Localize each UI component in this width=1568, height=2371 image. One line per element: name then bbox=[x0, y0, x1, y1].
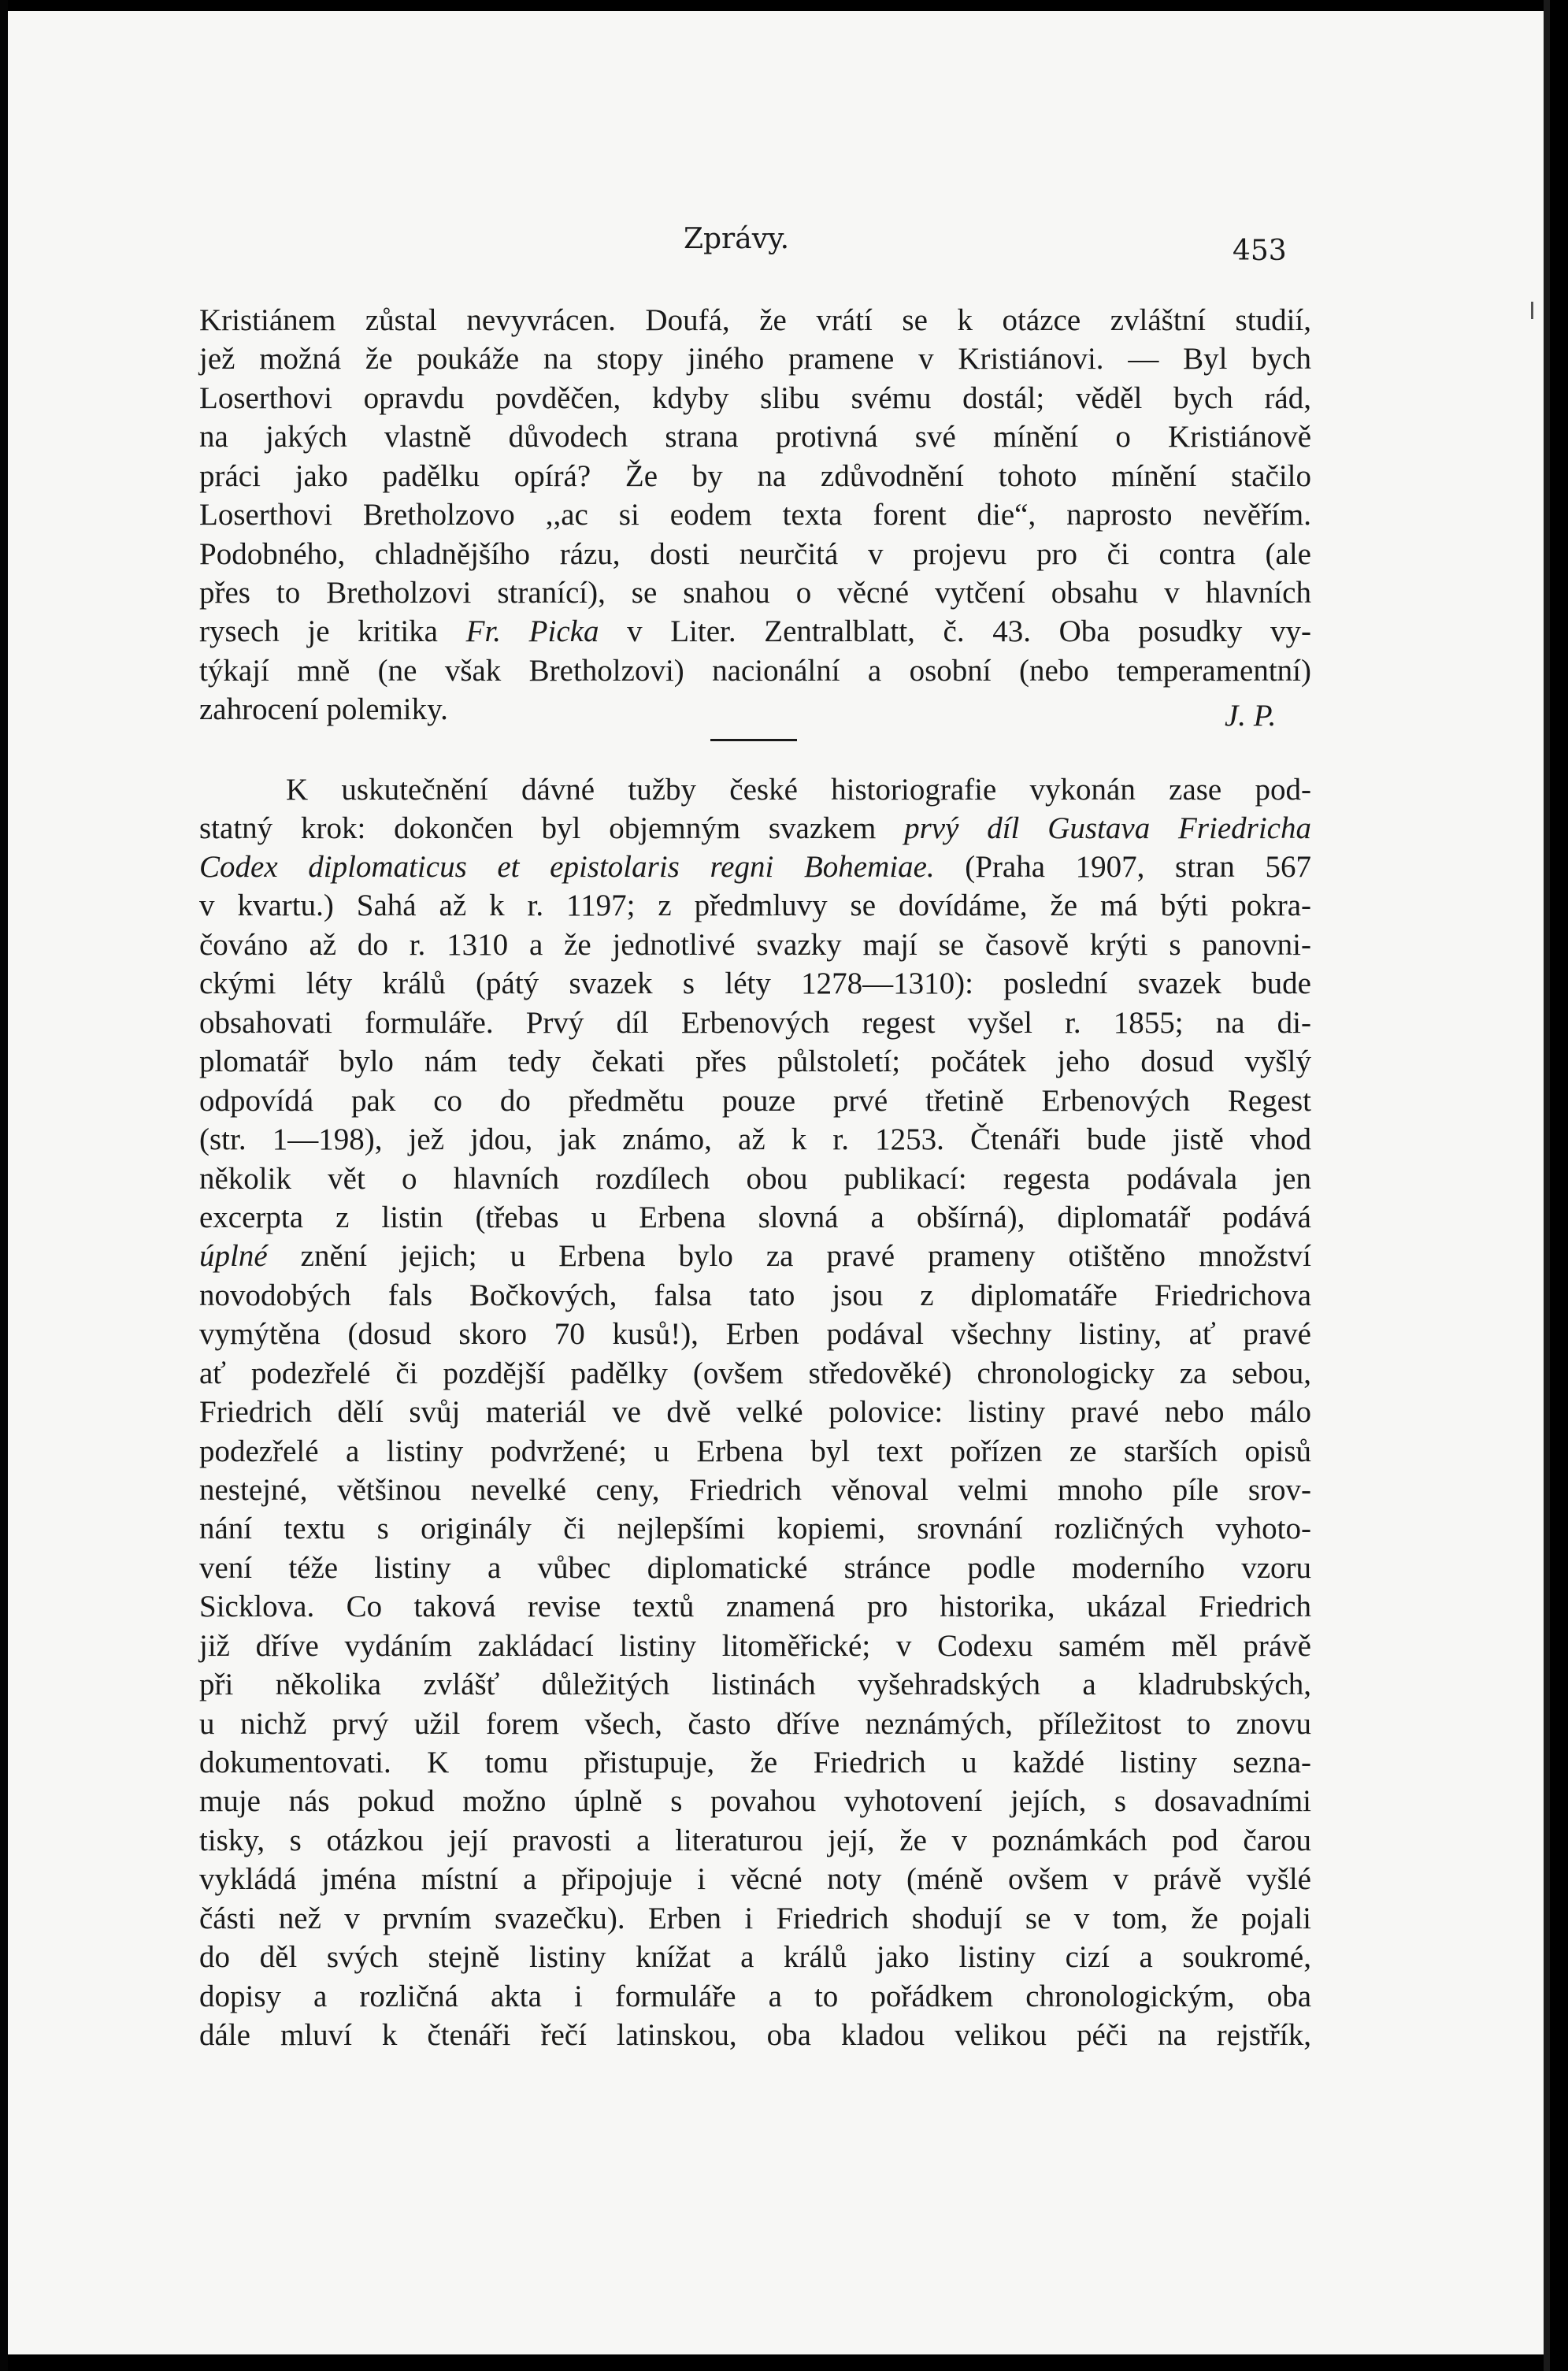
p2-line-24: při několika zvlášť důležitých listinách vyšehradských a kladrubských, bbox=[199, 1668, 1311, 1701]
p2-line-13-after: znění jejich; u Erbena bylo za pravé prameny otištěno množství bbox=[267, 1239, 1311, 1273]
p2-line-10: (str. 1—198), jež jdou, jak známo, až k r. 1253. Čtenáři bude jistě vhod bbox=[199, 1122, 1311, 1156]
p1-line-3: Loserthovi opravdu povděčen, kdyby slibu svému dostál; věděl bych rád, bbox=[199, 381, 1311, 415]
p2-line-18: podezřelé a listiny podvržené; u Erbena byl text pořízen ze starších opisů bbox=[199, 1434, 1311, 1468]
p2-line-7: obsahovati formuláře. Prvý díl Erbenových regest vyšel r. 1855; na di- bbox=[199, 1006, 1311, 1040]
p1-line-4: na jakých vlastně důvodech strana protivná své mínění o Kristiánově bbox=[199, 420, 1311, 454]
p2-line-19: nestejné, většinou nevelké ceny, Friedrich věnoval velmi mnoho píle srov- bbox=[199, 1473, 1311, 1507]
p2-line-26: dokumentovati. K tomu přistupuje, že Friedrich u každé listiny sezna- bbox=[199, 1746, 1311, 1779]
p1-line-8: přes to Bretholzovi stranící), se snahou o věcné vytčení obsahu v hlavních bbox=[199, 576, 1311, 610]
section-separator-rule bbox=[710, 739, 797, 741]
p2-line-6: ckými léty králů (pátý svazek s léty 1278—1310): poslední svazek bude bbox=[199, 967, 1311, 1000]
scan-left-border bbox=[0, 0, 8, 2371]
running-header-title: Zprávy. bbox=[684, 223, 790, 255]
p2-line-11: několik vět o hlavních rozdílech obou publikací: regesta podávala jen bbox=[199, 1162, 1311, 1196]
p2-line-20: nání textu s originály či nejlepšími kopiemi, srovnání rozličných vyhoto- bbox=[199, 1512, 1311, 1545]
p2-line-31: do děl svých stejně listiny knížat a králů jako listiny cizí a soukromé, bbox=[199, 1940, 1311, 1974]
p2-line-32: dopisy a rozličná akta i formuláře a to pořádkem chronologickým, oba bbox=[199, 1980, 1311, 2013]
p2-line-22: Sicklova. Co taková revise textů znamená pro historika, ukázal Friedrich bbox=[199, 1590, 1311, 1623]
p2-line-13 bbox=[199, 1237, 1311, 1275]
page-right-edge bbox=[1544, 0, 1550, 2371]
p2-line-3-after: (Praha 1907, stran 567 bbox=[934, 850, 1311, 884]
p2-line-3 bbox=[199, 848, 1311, 886]
p2-line-23: již dříve vydáním zakládací listiny litoměřické; v Codexu samém měl právě bbox=[199, 1629, 1311, 1663]
p2-line-8: plomatář bylo nám tedy čekati přes půlstoletí; počátek jeho dosud vyšlý bbox=[199, 1045, 1311, 1078]
p2-line-12: excerpta z listin (třebas u Erbena slovná a obšírná), diplomatář podává bbox=[199, 1200, 1311, 1234]
p2-line-29: vykládá jména místní a připojuje i věcné noty (méně ovšem v právě vyšlé bbox=[199, 1862, 1311, 1896]
p2-line-4: v kvartu.) Sahá až k r. 1197; z předmluvy se dovídáme, že má býti pokra- bbox=[199, 889, 1311, 922]
p2-line-17: Friedrich dělí svůj materiál ve dvě velké polovice: listiny pravé nebo málo bbox=[199, 1395, 1311, 1429]
p1-line-7: Podobného, chladnějšího rázu, dosti neurčitá v projevu pro či contra (ale bbox=[199, 537, 1311, 571]
p2-line-2-before: statný krok: dokončen byl objemným svazkem bbox=[199, 811, 905, 845]
scan-speck bbox=[1531, 302, 1533, 319]
p1-line-6: Loserthovi Bretholzovo ,,ac si eodem texta forent die“, naprosto nevěřím. bbox=[199, 498, 1311, 532]
p2-line-27: muje nás pokud možno úplně s povahou vyhotovení jejích, s dosavadními bbox=[199, 1784, 1311, 1818]
p2-line-25: u nichž prvý užil forem všech, často dříve neznámých, příležitost to znovu bbox=[199, 1707, 1311, 1741]
p2-line-15: vymýtěna (dosud skoro 70 kusů!), Erben podával všechny listiny, ať pravé bbox=[199, 1317, 1311, 1351]
p1-line-10: týkají mně (ne však Bretholzovi) nacionální a osobní (nebo temperamentní) bbox=[199, 654, 1311, 688]
p1-line-2: jež možná že poukáže na stopy jiného pramene v Kristiánovi. — Byl bych bbox=[199, 342, 1311, 376]
book-title-part-2: Codex diplomaticus et epistolaris regni Bohemiae. bbox=[199, 850, 935, 884]
p2-line-5: čováno až do r. 1310 a že jednotlivé svazky mají se časově krýti s panovni- bbox=[199, 928, 1311, 962]
p1-line-1: Kristiánem zůstal nevyvrácen. Doufá, že vrátí se k otázce zvláštní studií, bbox=[199, 303, 1311, 337]
p2-line-16: ať podezřelé či pozdější padělky (ovšem středověké) chronologicky za sebou, bbox=[199, 1356, 1311, 1390]
p1-line-11: zahrocení polemiky. bbox=[199, 692, 448, 726]
p2-line-28: tisky, s otázkou její pravosti a literaturou její, že v poznámkách pod čarou bbox=[199, 1824, 1311, 1857]
emphasis-uplne: úplné bbox=[199, 1239, 268, 1273]
p1-line-9 bbox=[199, 612, 1311, 651]
p1-line-5: práci jako padělku opírá? Že by na zdůvodnění tohoto mínění stačilo bbox=[199, 459, 1311, 493]
p2-line-30: části než v prvním svazečku). Erben i Friedrich shodují se v tom, že pojali bbox=[199, 1902, 1311, 1935]
p1-line-9-after: v Liter. Zentralblatt, č. 43. Oba posudky vy- bbox=[599, 614, 1311, 648]
book-title-part-1: prvý díl Gustava Friedricha bbox=[904, 811, 1311, 845]
signature-initials: J. P. bbox=[1225, 699, 1277, 733]
page-number: 453 bbox=[1233, 235, 1287, 267]
p1-line-9-before: rysech je kritika bbox=[199, 614, 466, 648]
p2-line-2 bbox=[199, 809, 1311, 848]
p2-line-1: K uskutečnění dávné tužby české historiografie vykonán zase pod- bbox=[286, 773, 1311, 807]
p2-line-21: vení téže listiny a vůbec diplomatické stránce podle moderního vzoru bbox=[199, 1551, 1311, 1585]
author-name-picka: Fr. Picka bbox=[465, 614, 599, 648]
p2-line-33: dále mluví k čtenáři řečí latinskou, oba kladou velikou péči na rejstřík, bbox=[199, 2018, 1311, 2052]
p2-line-14: novodobých fals Bočkových, falsa tato jsou z diplomatáře Friedrichova bbox=[199, 1278, 1311, 1312]
p2-line-9: odpovídá pak co do předmětu pouze prvé třetině Erbenových Regest bbox=[199, 1084, 1311, 1118]
